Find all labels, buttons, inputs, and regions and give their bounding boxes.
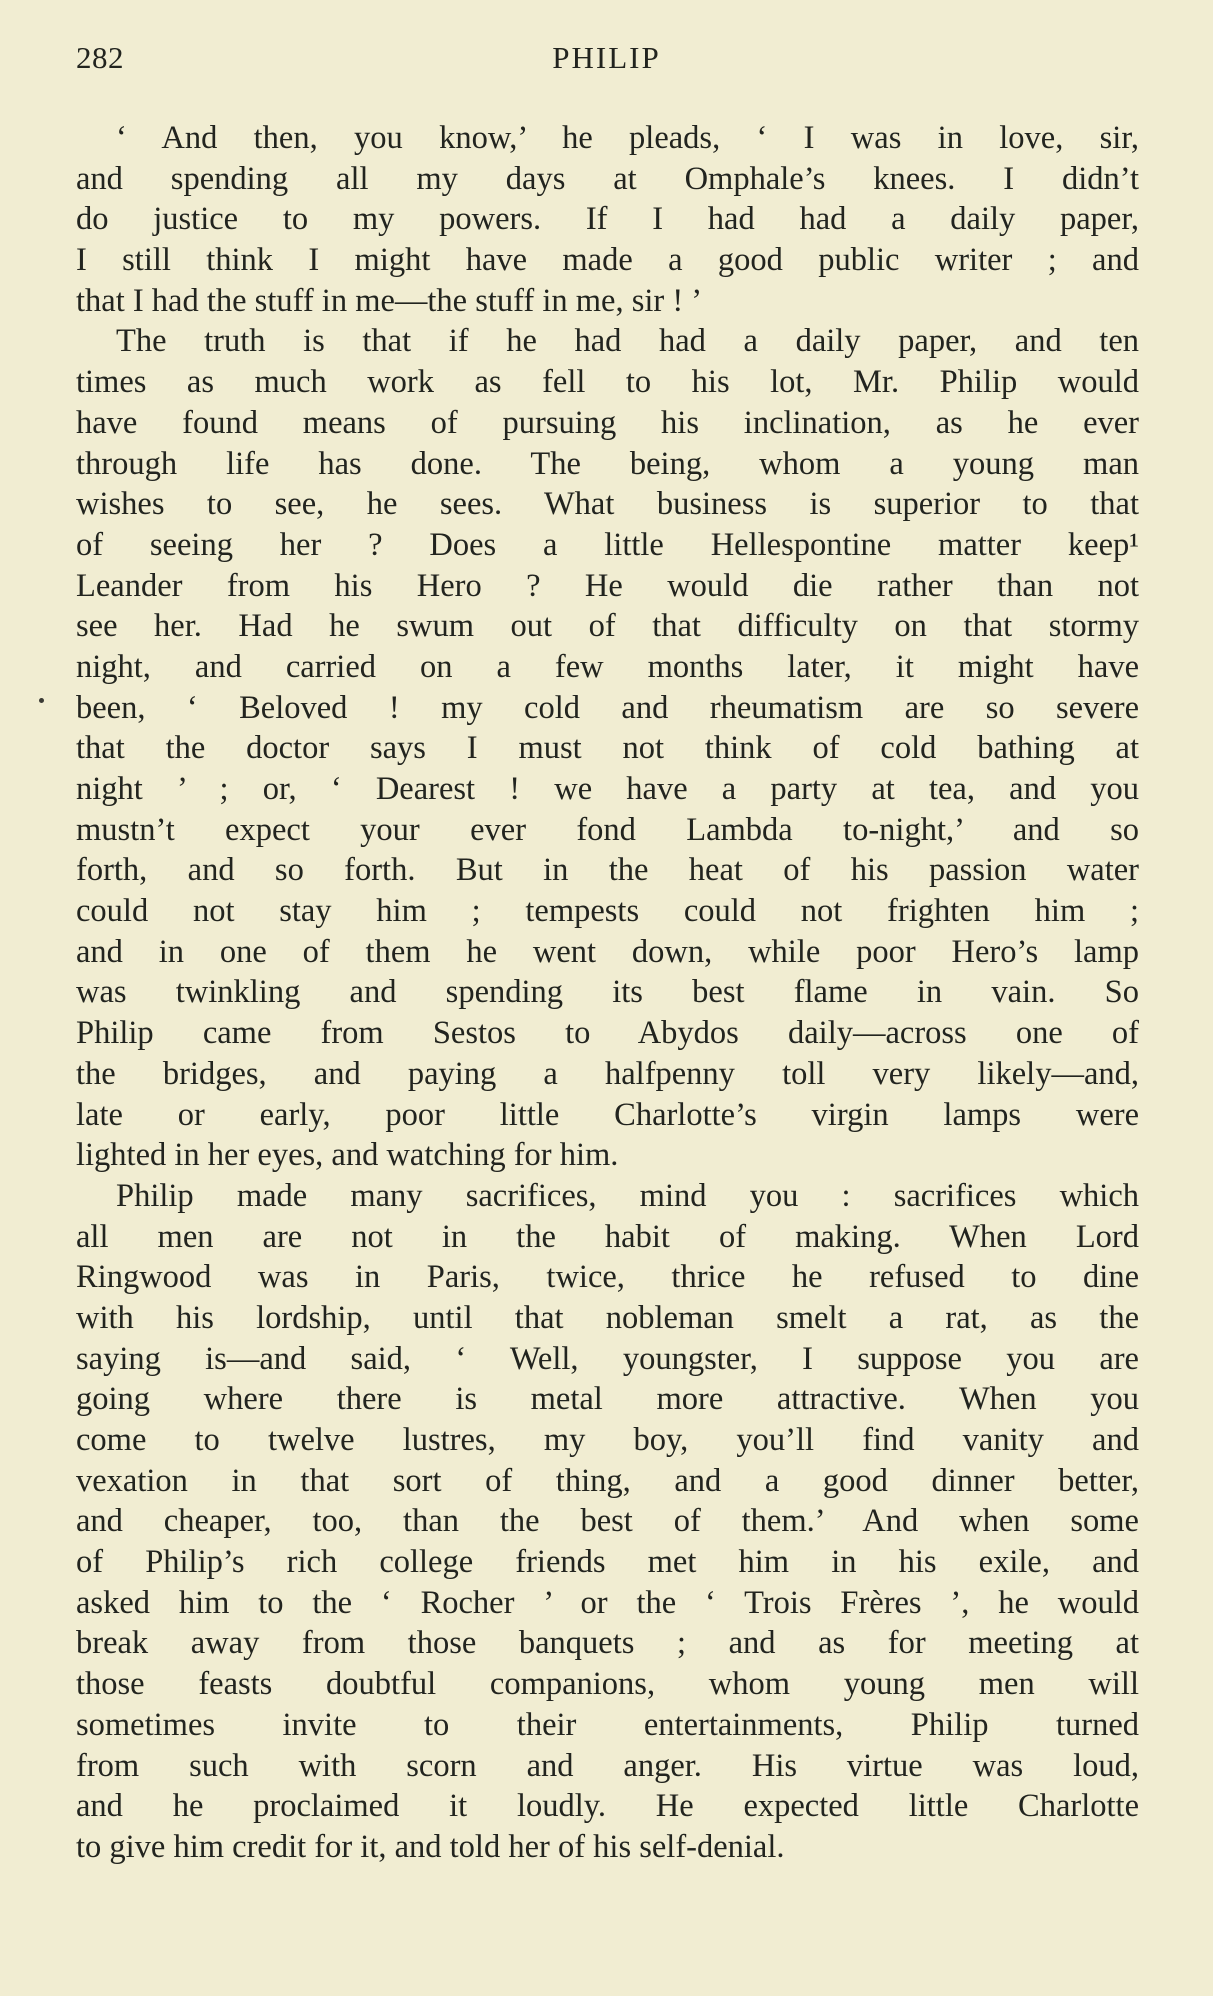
- text-line: Leander from his Hero ? He would die rather than not: [76, 567, 1139, 604]
- text-line: and in one of them he went down, while poor Hero’s lamp: [76, 933, 1139, 970]
- body-text: [76, 118, 1139, 1868]
- text-line: that I had the stuff in me—the stuff in me, sir ! ’: [76, 282, 703, 319]
- text-line: saying is—and said, ‘ Well, youngster, I suppose you are: [76, 1340, 1139, 1377]
- text-line: wishes to see, he sees. What business is superior to that: [76, 486, 1139, 523]
- text-line: been, ‘ Beloved ! my cold and rheumatism are so severe: [76, 689, 1139, 726]
- text-line: Philip came from Sestos to Abydos daily—across one of: [76, 1015, 1139, 1052]
- text-line: vexation in that sort of thing, and a good dinner better,: [76, 1462, 1139, 1499]
- text-line: times as much work as fell to his lot, Mr. Philip would: [76, 364, 1139, 401]
- text-line: could not stay him ; tempests could not frighten him ;: [76, 893, 1139, 930]
- text-line: to give him credit for it, and told her of his self-denial.: [76, 1828, 785, 1865]
- text-line: with his lordship, until that nobleman smelt a rat, as the: [76, 1299, 1139, 1336]
- text-line: I still think I might have made a good public writer ; and: [76, 242, 1139, 279]
- text-line: come to twelve lustres, my boy, you’ll find vanity and: [76, 1422, 1139, 1458]
- text-line: Philip made many sacrifices, mind you : sacrifices which: [116, 1177, 1139, 1214]
- text-line: going where there is metal more attractive. When you: [76, 1381, 1139, 1418]
- text-line: mustn’t expect your ever fond Lambda to-night,’ and so: [76, 811, 1139, 848]
- text-line: late or early, poor little Charlotte’s virgin lamps were: [76, 1096, 1139, 1133]
- text-line: ‘ And then, you know,’ he pleads, ‘ I was in love, sir,: [116, 120, 1139, 156]
- page-number: 282: [76, 40, 124, 75]
- text-line: of seeing her ? Does a little Hellespontine matter keep¹: [76, 526, 1139, 563]
- text-line: and he proclaimed it loudly. He expected little Charlotte: [76, 1788, 1139, 1825]
- text-line: of Philip’s rich college friends met him in his exile, and: [76, 1544, 1139, 1581]
- text-line: asked him to the ‘ Rocher ’ or the ‘ Trois Frères ’, he would: [76, 1584, 1139, 1621]
- text-line: break away from those banquets ; and as for meeting at: [76, 1625, 1139, 1662]
- text-line: through life has done. The being, whom a young man: [76, 445, 1139, 482]
- text-line: was twinkling and spending its best flame in vain. So: [76, 974, 1139, 1011]
- text-line: from such with scorn and anger. His virtue was loud,: [76, 1747, 1139, 1784]
- text-line: Ringwood was in Paris, twice, thrice he refused to dine: [76, 1259, 1139, 1296]
- text-line: sometimes invite to their entertainments, Philip turned: [76, 1706, 1139, 1743]
- running-head: PHILIP: [552, 40, 661, 75]
- text-line: lighted in her eyes, and watching for him.: [76, 1137, 619, 1174]
- text-line: that the doctor says I must not think of cold bathing at: [76, 730, 1139, 767]
- text-line: see her. Had he swum out of that difficulty on that stormy: [76, 608, 1139, 645]
- text-line: do justice to my powers. If I had had a daily paper,: [76, 201, 1139, 238]
- text-line: have found means of pursuing his inclination, as he ever: [76, 404, 1139, 441]
- text-line: all men are not in the habit of making. When Lord: [76, 1218, 1139, 1255]
- margin-speck: [39, 698, 44, 703]
- text-line: night ’ ; or, ‘ Dearest ! we have a party at tea, and you: [76, 771, 1139, 807]
- text-line: and spending all my days at Omphale’s knees. I didn’t: [76, 160, 1139, 197]
- text-line: forth, and so forth. But in the heat of his passion water: [76, 852, 1139, 889]
- text-line: the bridges, and paying a halfpenny toll very likely—and,: [76, 1055, 1139, 1092]
- text-line: night, and carried on a few months later, it might have: [76, 648, 1139, 685]
- text-line: and cheaper, too, than the best of them.’ And when some: [76, 1503, 1139, 1540]
- text-line: The truth is that if he had had a daily paper, and ten: [116, 323, 1139, 360]
- text-line: those feasts doubtful companions, whom young men will: [76, 1666, 1139, 1703]
